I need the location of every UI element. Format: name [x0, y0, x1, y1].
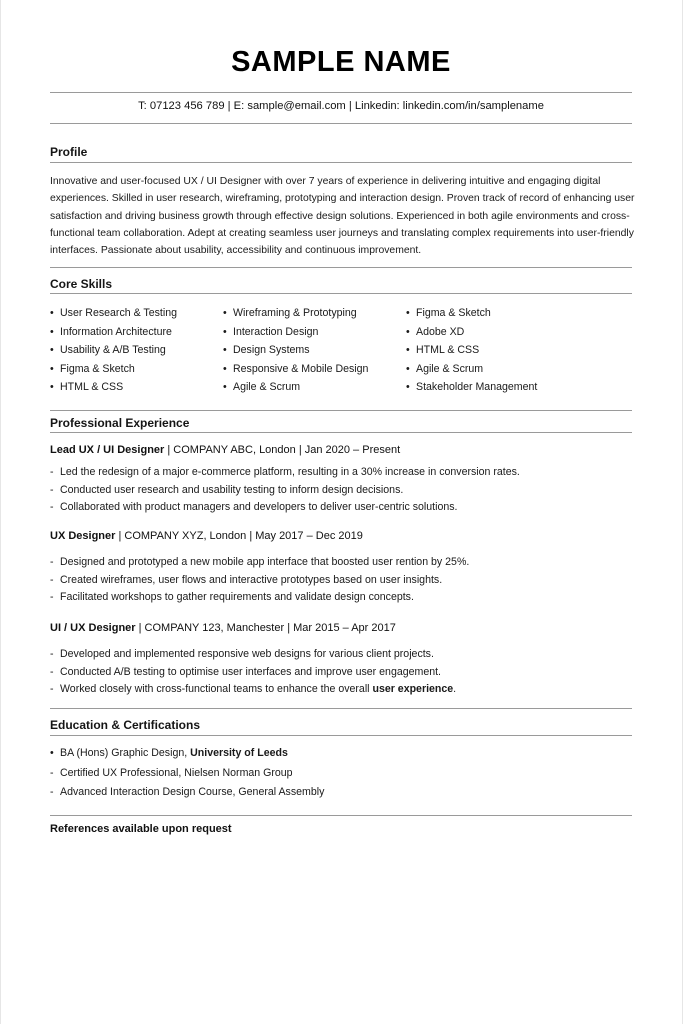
education-item: • BA (Hons) Graphic Design, University of Leeds: [50, 744, 632, 764]
skills-column: [223, 304, 406, 397]
core-skills-heading: Core Skills: [50, 277, 113, 291]
skill-item: • Adobe XD: [406, 323, 606, 342]
candidate-name: SAMPLE NAME: [231, 46, 451, 78]
skill-item: • Design Systems: [223, 341, 406, 360]
divider: [50, 432, 632, 433]
references-note: References available upon request: [50, 823, 232, 835]
skills-column: [50, 304, 223, 397]
skill-item: • Stakeholder Management: [406, 378, 606, 397]
dash-icon: -: [50, 501, 54, 513]
dash-icon: -: [50, 466, 54, 478]
job-bullet: - Facilitated workshops to gather requirements and validate design concepts.: [50, 589, 632, 607]
experience-heading: Professional Experience: [50, 416, 190, 430]
dash-icon: -: [50, 766, 54, 779]
skill-item: • Information Architecture: [50, 323, 223, 342]
bullet-icon: •: [406, 344, 410, 357]
job-details: | COMPANY XYZ, London | May 2017 – Dec 2019: [115, 530, 363, 542]
job-bullet: - Conducted user research and usability testing to inform design decisions.: [50, 482, 632, 500]
divider: [50, 293, 632, 294]
contact-line: T: 07123 456 789 | E: sample@email.com | Linkedin: linkedin.com/in/samplename: [138, 100, 544, 112]
job-role: UI / UX Designer: [50, 622, 136, 634]
skill-item: • Figma & Sketch: [406, 304, 606, 323]
skill-item: • Agile & Scrum: [406, 360, 606, 379]
job-bullet: - Worked closely with cross-functional teams to enhance the overall user experience.: [50, 681, 632, 699]
job-bullets: [50, 646, 632, 699]
job-bullet: - Collaborated with product managers and developers to deliver user-centric solutions.: [50, 499, 632, 517]
education-heading: Education & Certifications: [50, 718, 201, 732]
skills-grid: [50, 304, 632, 397]
profile-summary: Innovative and user-focused UX / UI Designer with over 7 years of experience in delivering intuitive and engaging digital experiences. Skilled in user research, wireframing, prototyping and interaction design. Proven track of record of enhancing user satisfaction and driving business growth through effective design solutions. Experienced in both agile environments and cross-functional team collaboration. Adept at creating seamless user journeys and translating complex requirements into user-friendly interfaces. Passionate about usability, accessibility and continuous improvement.: [50, 176, 635, 257]
bullet-icon: •: [223, 362, 227, 375]
job-bullets: [50, 554, 632, 607]
divider: [50, 735, 632, 736]
job-bullets: [50, 464, 632, 517]
dash-icon: -: [50, 648, 54, 660]
dash-icon: -: [50, 591, 54, 603]
skill-item: • User Research & Testing: [50, 304, 223, 323]
bullet-icon: •: [50, 362, 54, 375]
dash-icon: -: [50, 683, 54, 695]
divider: [50, 123, 632, 124]
skill-item: • Responsive & Mobile Design: [223, 360, 406, 379]
divider: [50, 410, 632, 411]
job-role: Lead UX / UI Designer: [50, 444, 165, 456]
bullet-icon: •: [223, 307, 227, 319]
dash-icon: -: [50, 786, 54, 798]
job-bullet: - Designed and prototyped a new mobile app interface that boosted user rention by 25%.: [50, 554, 632, 572]
skill-item: • HTML & CSS: [50, 378, 223, 397]
job-bullet: - Created wireframes, user flows and interactive prototypes based on user insights.: [50, 572, 632, 590]
bullet-icon: •: [223, 344, 227, 357]
job-role: UX Designer: [50, 530, 116, 542]
dash-icon: -: [50, 665, 54, 678]
bullet-icon: •: [50, 344, 54, 357]
education-list: [50, 744, 632, 803]
job-heading: [50, 444, 400, 456]
job-details: | COMPANY 123, Manchester | Mar 2015 – Apr 2017: [135, 622, 396, 634]
dash-icon: -: [50, 556, 54, 568]
skill-item: • Usability & A/B Testing: [50, 341, 223, 360]
job-heading: [50, 622, 396, 634]
dash-icon: -: [50, 483, 54, 496]
divider: [50, 92, 632, 93]
bullet-icon: •: [223, 381, 227, 394]
divider: [50, 815, 632, 816]
bullet-icon: •: [50, 307, 54, 319]
skill-item: • Interaction Design: [223, 323, 406, 342]
divider: [50, 267, 632, 268]
bullet-icon: •: [406, 362, 410, 375]
bullet-icon: •: [406, 381, 410, 394]
job-bullet: - Developed and implemented responsive web designs for various client projects.: [50, 646, 632, 664]
divider: [50, 162, 632, 163]
job-details: | COMPANY ABC, London | Jan 2020 – Present: [164, 444, 401, 456]
bullet-icon: •: [50, 747, 54, 759]
job-bullet: - Conducted A/B testing to optimise user interfaces and improve user engagement.: [50, 664, 632, 682]
dash-icon: -: [50, 573, 54, 586]
bullet-icon: •: [50, 381, 54, 394]
skill-item: • Wireframing & Prototyping: [223, 304, 406, 323]
bullet-icon: •: [406, 325, 410, 338]
job-heading: [50, 530, 363, 542]
skill-item: • Agile & Scrum: [223, 378, 406, 397]
skill-item: • Figma & Sketch: [50, 360, 223, 379]
skills-column: [406, 304, 606, 397]
bullet-icon: •: [223, 325, 227, 338]
bullet-icon: •: [50, 325, 54, 338]
bullet-icon: •: [406, 307, 410, 319]
job-bullet: - Led the redesign of a major e-commerce platform, resulting in a 30% increase in conversion rates.: [50, 464, 632, 482]
divider: [50, 708, 632, 709]
education-item: - Certified UX Professional, Nielsen Norman Group: [50, 764, 632, 784]
education-item: - Advanced Interaction Design Course, General Assembly: [50, 783, 632, 803]
profile-heading: Profile: [50, 145, 88, 159]
skill-item: • HTML & CSS: [406, 341, 606, 360]
